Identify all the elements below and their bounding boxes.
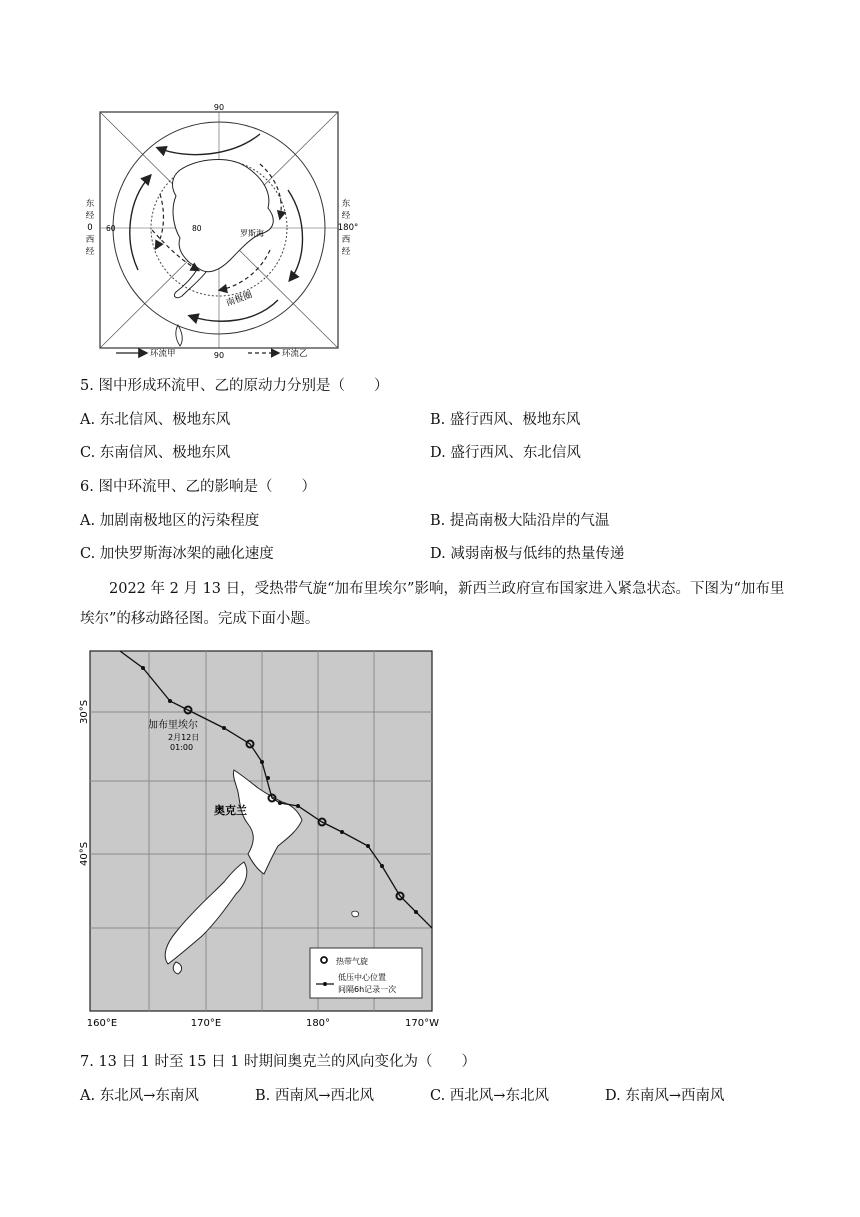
storm-time-label: 01:00 — [170, 743, 194, 752]
svg-text:东: 东 — [341, 199, 351, 209]
antarctic-circle-label: 南极圈 — [225, 290, 254, 309]
cyclone-track-map — [76, 646, 448, 1038]
question-5-option-c[interactable]: C. 东南信风、极地东风 — [80, 445, 231, 461]
lat-label-top: 90 — [213, 103, 225, 112]
question-7-option-a[interactable]: A. 东北风→东南风 — [80, 1088, 199, 1104]
question-7-option-b[interactable]: B. 西南风→西北风 — [255, 1088, 375, 1104]
question-5-option-b[interactable]: B. 盛行西风、极地东风 — [430, 412, 581, 428]
antarctic-circulation-map — [80, 100, 370, 365]
svg-text:东: 东 — [85, 199, 95, 209]
svg-text:西: 西 — [85, 235, 95, 245]
svg-text:经: 经 — [341, 247, 351, 257]
svg-text:间隔6h记录一次: 间隔6h记录一次 — [338, 985, 397, 994]
question-7-stem: 7. 13 日 1 时至 15 日 1 时期间奥克兰的风向变化为（ ） — [80, 1054, 477, 1070]
lon-170e-label: 170°E — [190, 1018, 222, 1029]
question-6-option-c[interactable]: C. 加快罗斯海冰架的融化速度 — [80, 546, 274, 562]
chatham-islands — [352, 911, 359, 917]
svg-text:环流甲: 环流甲 — [150, 349, 176, 359]
svg-text:低压中心位置: 低压中心位置 — [338, 973, 386, 982]
lon-160e-label: 160°E — [86, 1018, 118, 1029]
question-6-option-d[interactable]: D. 减弱南极与低纬的热量传递 — [430, 546, 625, 562]
lon-label-right — [338, 198, 358, 257]
svg-text:环流乙: 环流乙 — [282, 349, 308, 359]
storm-date-label: 2月12日 — [168, 733, 200, 742]
svg-text:经: 经 — [341, 211, 351, 221]
lon-label-left — [86, 198, 95, 257]
svg-text:经: 经 — [85, 247, 95, 257]
question-6-option-b[interactable]: B. 提高南极大陆沿岸的气温 — [430, 513, 610, 529]
svg-text:0: 0 — [87, 223, 93, 233]
auckland-label: 奥克兰 — [214, 804, 247, 817]
legend-circulation-a — [116, 348, 176, 359]
lon-170w-label: 170°W — [405, 1018, 439, 1029]
lon-180-label: 180° — [305, 1018, 331, 1029]
svg-text:180°: 180° — [337, 223, 359, 233]
intro-paragraph: 2022 年 2 月 13 日，受热带气旋“加布里埃尔”影响，新西兰政府宣布国家进入紧急状态。下图为“加布里埃尔”的移动路径图。完成下面小题。 — [80, 581, 785, 627]
svg-text:经: 经 — [85, 211, 95, 221]
storm-name-label: 加布里埃尔 — [148, 720, 198, 731]
svg-text:热带气旋: 热带气旋 — [336, 957, 368, 966]
question-5-option-a[interactable]: A. 东北信风、极地东风 — [80, 412, 231, 428]
lat-40s-label: 40°S — [79, 841, 90, 867]
lat-80-label: 80 — [192, 224, 202, 233]
lat-label-bottom: 90 — [213, 351, 225, 360]
ross-sea-label: 罗斯海 — [240, 229, 264, 238]
question-5-option-d[interactable]: D. 盛行西风、东北信风 — [430, 445, 581, 461]
legend-circulation-b — [248, 348, 308, 359]
question-7-option-c[interactable]: C. 西北风→东北风 — [430, 1088, 549, 1104]
svg-text:西: 西 — [341, 235, 351, 245]
question-6-stem: 6. 图中环流甲、乙的影响是（ ） — [80, 479, 316, 495]
lat-60-label: 60 — [106, 224, 116, 233]
lat-30s-label: 30°S — [79, 699, 90, 725]
question-6-option-a[interactable]: A. 加剧南极地区的污染程度 — [80, 513, 260, 529]
map-legend — [310, 948, 422, 998]
question-7-option-d[interactable]: D. 东南风→西南风 — [605, 1088, 725, 1104]
question-5-stem: 5. 图中形成环流甲、乙的原动力分别是（ ） — [80, 378, 389, 394]
